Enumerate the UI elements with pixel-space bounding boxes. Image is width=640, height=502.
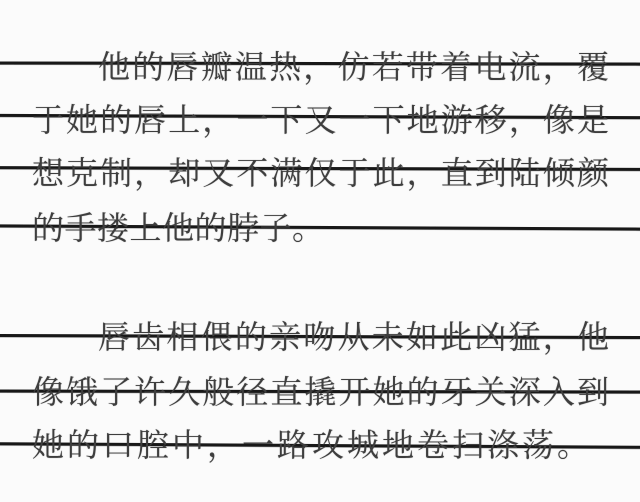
text-line-4: 的手搂上他的脖子。 [32, 209, 325, 247]
text-line-3: 想克制，却又不满仅于此，直到陆倾颜 [32, 154, 609, 192]
text-line-2: 于她的唇上，一下又一下地游移，像是 [32, 101, 609, 139]
text-line-5: 唇齿相偎的亲吻从未如此凶猛，他 [98, 318, 609, 356]
text-line-6: 像饿了许久般径直撬开她的牙关深入到 [32, 373, 609, 411]
text-line-1: 他的唇瓣温热，仿若带着电流，覆 [98, 48, 609, 86]
text-line-7: 她的口腔中，一路攻城地卷扫涤荡。 [32, 426, 593, 464]
